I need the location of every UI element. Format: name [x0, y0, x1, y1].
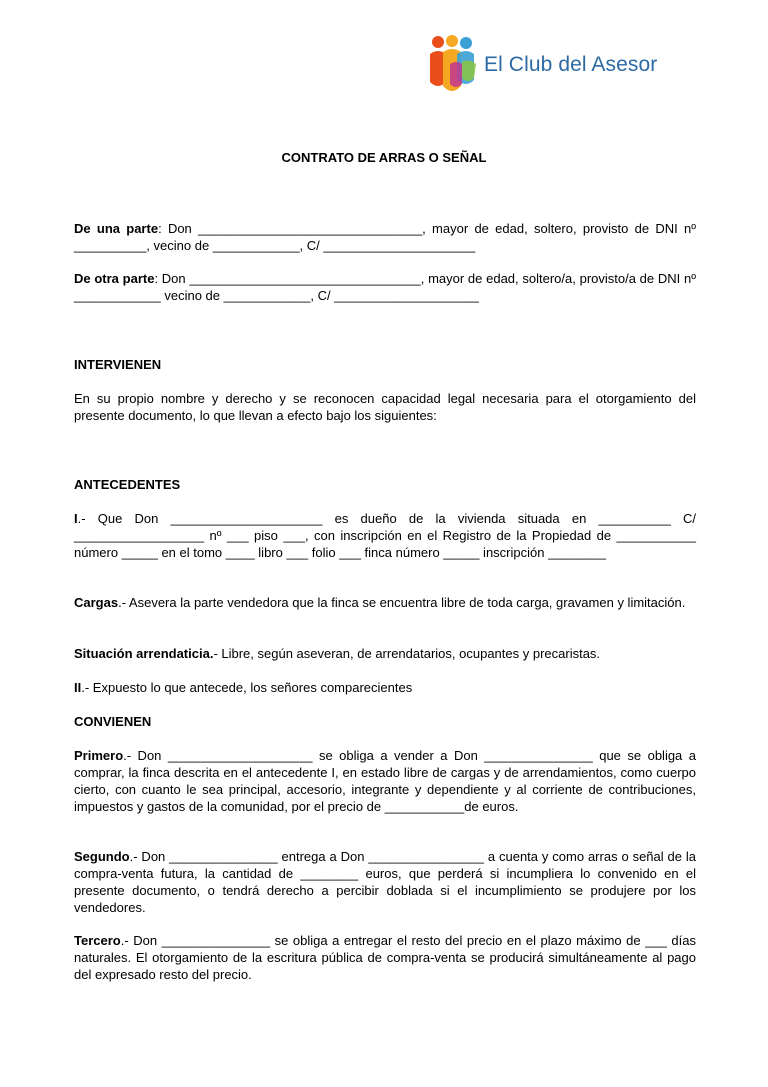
parte-uno-text: : Don _______________________________, mayor de edad, soltero, provisto de DNI nº __________, vecino de ____________, C/ _____________________ — [74, 221, 697, 253]
document-title: CONTRATO DE ARRAS O SEÑAL — [281, 150, 487, 165]
parte-dos-label: De otra parte — [74, 271, 155, 286]
parte-dos — [74, 270, 696, 304]
intervienen-text: En su propio nombre y derecho y se reconocen capacidad legal necesaria para el otorgamiento del presente documento, lo que llevan a efecto bajo los siguientes: — [74, 391, 696, 423]
antecedente-ii — [74, 679, 696, 696]
brand-logo — [426, 34, 696, 96]
primero-text: .- Don ____________________ se obliga a vender a Don _______________ que se obliga a comprar, la finca descrita en el antecedente I, en estado libre de cargas y de arrendamientos, como cuerpo cierto, con cuanto le sea principal, accesorio, integrante y dependiente y al corriente de contribuciones, impuestos y gastos de la comunidad, por el precio de ___________de euros. — [74, 748, 696, 814]
antecedentes-heading: ANTECEDENTES — [74, 477, 181, 492]
intervienen-heading: INTERVIENEN — [74, 357, 162, 372]
cargas-label: Cargas — [74, 595, 119, 610]
brand-name: El Club del Asesor — [484, 53, 658, 76]
parte-uno — [74, 220, 696, 254]
cargas — [74, 594, 696, 611]
parte-dos-text: : Don ________________________________, mayor de edad, soltero/a, provisto/a de DNI nº ____________ vecino de ____________, C/ ____________________ — [74, 271, 696, 303]
convienen-heading: CONVIENEN — [74, 714, 152, 729]
situacion-label: Situación arrendaticia. — [74, 646, 214, 661]
antecedente-ii-label: II — [74, 680, 82, 695]
antecedente-i-label: I — [74, 511, 78, 526]
primero-label: Primero — [74, 748, 124, 763]
antecedente-i-text: .- Que Don _____________________ es dueño de la vivienda situada en __________ C/ __________________ nº ___ piso ___, con inscripción en el Registro de la Propiedad de ___________ número _____ en el tomo ____ libro ___ folio ___ finca número _____ inscripción ________ — [74, 511, 696, 560]
antecedente-ii-text: .- Expuesto lo que antecede, los señores comparecientes — [81, 680, 413, 695]
people-logo-icon — [426, 34, 486, 96]
clausula-segundo — [74, 848, 696, 916]
situacion-arrendaticia — [74, 645, 696, 662]
antecedente-i — [74, 510, 696, 561]
tercero-text: .- Don _______________ se obliga a entregar el resto del precio en el plazo máximo de ___ días naturales. El otorgamiento de la escritura pública de compra-venta se producirá simultáneamente al pago del expresado resto del precio. — [74, 933, 696, 982]
parte-uno-label: De una parte — [74, 221, 159, 236]
segundo-text: .- Don _______________ entrega a Don ________________ a cuenta y como arras o señal de la compra-venta futura, la cantidad de ________ euros, que perderá si incumpliera lo convenido en el presente documento, o tendrá derecho a percibir doblada si el incumplimiento se produjere por los vendedores. — [74, 849, 696, 915]
segundo-label: Segundo — [74, 849, 130, 864]
cargas-text: .- Asevera la parte vendedora que la finca se encuentra libre de toda carga, gravamen y limitación. — [118, 595, 686, 610]
clausula-tercero — [74, 932, 696, 983]
clausula-primero — [74, 747, 696, 815]
tercero-label: Tercero — [74, 933, 121, 948]
situacion-text: - Libre, según aseveran, de arrendatarios, ocupantes y precaristas. — [213, 646, 601, 661]
